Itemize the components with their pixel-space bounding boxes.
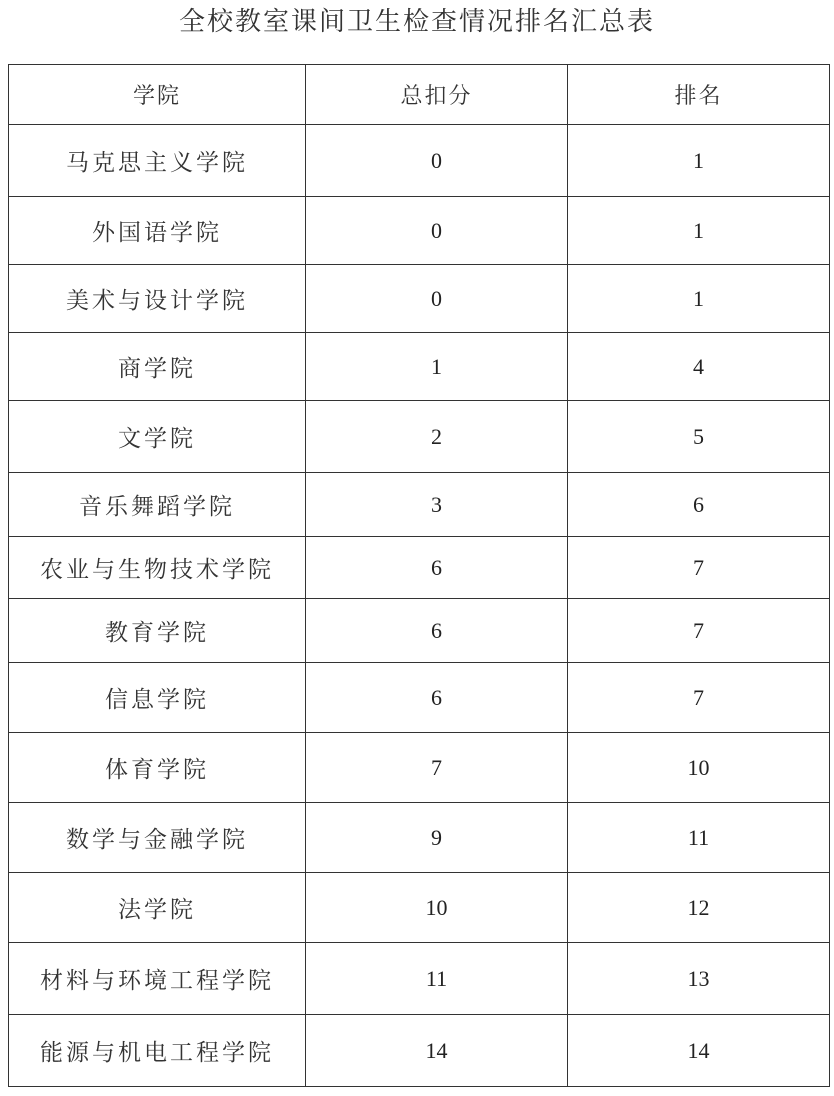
college-name-cell: 马克思主义学院 (9, 125, 306, 197)
total-deduction-cell: 14 (306, 1015, 568, 1087)
college-name-cell: 音乐舞蹈学院 (9, 473, 306, 537)
total-deduction-cell: 10 (306, 873, 568, 943)
table-row (9, 599, 830, 663)
table-row (9, 663, 830, 733)
table-row (9, 537, 830, 599)
college-name-cell: 美术与设计学院 (9, 265, 306, 333)
table-row (9, 1015, 830, 1087)
table-header-row (9, 65, 830, 125)
rank-cell: 13 (568, 943, 830, 1015)
table-row (9, 943, 830, 1015)
total-deduction-cell: 2 (306, 401, 568, 473)
rank-cell: 7 (568, 537, 830, 599)
table-row (9, 333, 830, 401)
header-rank: 排名 (568, 65, 830, 125)
total-deduction-cell: 1 (306, 333, 568, 401)
total-deduction-cell: 3 (306, 473, 568, 537)
total-deduction-cell: 11 (306, 943, 568, 1015)
header-total-deduction: 总扣分 (306, 65, 568, 125)
total-deduction-cell: 6 (306, 599, 568, 663)
table-row (9, 197, 830, 265)
rank-cell: 12 (568, 873, 830, 943)
college-name-cell: 法学院 (9, 873, 306, 943)
total-deduction-cell: 0 (306, 197, 568, 265)
rank-cell: 1 (568, 125, 830, 197)
table-row (9, 125, 830, 197)
college-name-cell: 农业与生物技术学院 (9, 537, 306, 599)
total-deduction-cell: 6 (306, 663, 568, 733)
rank-cell: 10 (568, 733, 830, 803)
college-name-cell: 能源与机电工程学院 (9, 1015, 306, 1087)
total-deduction-cell: 7 (306, 733, 568, 803)
table-row (9, 733, 830, 803)
college-name-cell: 教育学院 (9, 599, 306, 663)
table-row (9, 473, 830, 537)
ranking-table (8, 64, 830, 1087)
college-name-cell: 文学院 (9, 401, 306, 473)
rank-cell: 14 (568, 1015, 830, 1087)
rank-cell: 6 (568, 473, 830, 537)
college-name-cell: 外国语学院 (9, 197, 306, 265)
table-row (9, 265, 830, 333)
rank-cell: 1 (568, 197, 830, 265)
total-deduction-cell: 9 (306, 803, 568, 873)
total-deduction-cell: 6 (306, 537, 568, 599)
table-row (9, 401, 830, 473)
rank-cell: 1 (568, 265, 830, 333)
rank-cell: 5 (568, 401, 830, 473)
college-name-cell: 体育学院 (9, 733, 306, 803)
table-row (9, 803, 830, 873)
rank-cell: 11 (568, 803, 830, 873)
table-row (9, 873, 830, 943)
header-college: 学院 (9, 65, 306, 125)
rank-cell: 4 (568, 333, 830, 401)
total-deduction-cell: 0 (306, 125, 568, 197)
rank-cell: 7 (568, 663, 830, 733)
total-deduction-cell: 0 (306, 265, 568, 333)
page-title: 全校教室课间卫生检查情况排名汇总表 (178, 7, 655, 37)
rank-cell: 7 (568, 599, 830, 663)
college-name-cell: 商学院 (9, 333, 306, 401)
college-name-cell: 信息学院 (9, 663, 306, 733)
college-name-cell: 数学与金融学院 (9, 803, 306, 873)
college-name-cell: 材料与环境工程学院 (9, 943, 306, 1015)
table-body (9, 125, 830, 1087)
